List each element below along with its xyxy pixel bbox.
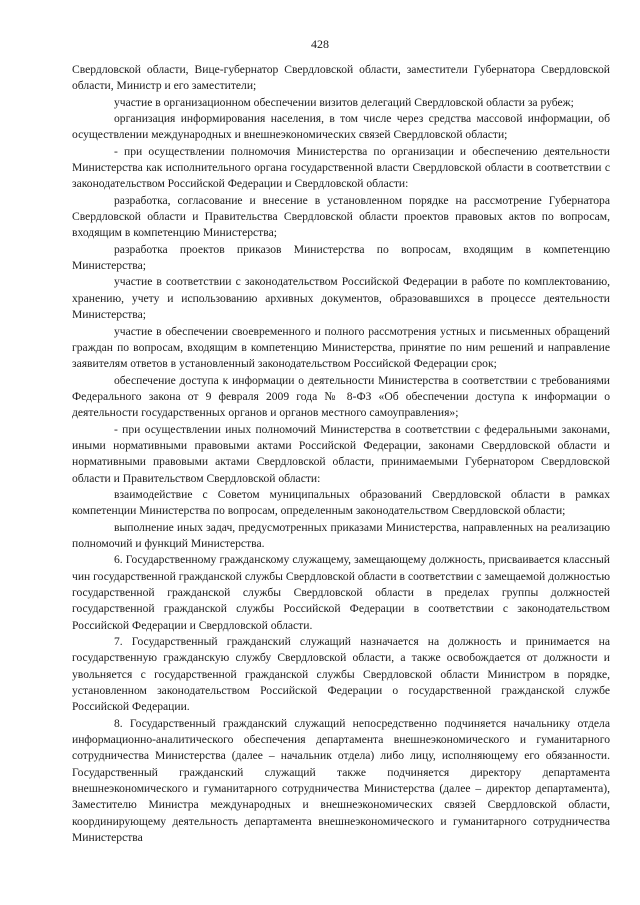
paragraph: взаимодействие с Советом муниципальных образований Свердловской области в рамках компетенции Министерства по вопросам, определенным законодательством Свердловской области; [72,487,610,518]
document-body [72,62,610,847]
paragraph: участие в соответствии с законодательством Российской Федерации в работе по комплектованию, хранению, учету и использованию архивных документов, образовавшихся в процессе деятельности Министерства; [72,275,610,322]
paragraph: - при осуществлении полномочия Министерства по организации и обеспечению деятельности Министерства как исполнительного органа государственной власти Свердловской области в соответствии с законодательством Российской Федерации и Свердловской области: [72,144,610,191]
paragraph: участие в организационном обеспечении визитов делегаций Свердловской области за рубеж; [114,95,574,109]
paragraph-item-8: 8. Государственный гражданский служащий непосредственно подчиняется начальнику отдела информационно-аналитического обеспечения департамента внешнеэкономического и гуманитарного сотрудничества Министерства (далее – начальник отдела) либо лицу, исполняющему его обязанности. Государственный гражданский служащий также подчиняется директору департамента внешнеэкономического и гуманитарного сотрудничества Министерства (далее – директор департамента), Заместителю Министра международных и внешнеэкономических связей Свердловской области, координирующему деятельность департамента внешнеэкономического и гуманитарного сотрудничества Министерства [72,716,610,845]
paragraph: обеспечение доступа к информации о деятельности Министерства в соответствии с требованиями Федерального закона от 9 февраля 2009 года № 8-ФЗ «Об обеспечении доступа к информации о деятельности государственных органов и органов местного самоуправления»; [72,373,610,420]
paragraph-continuation: Свердловской области, Вице-губернатор Свердловской области, заместители Губернатора Свердловской области, Министр и его заместители; [72,63,610,93]
paragraph-item-6: 6. Государственному гражданскому служащему, замещающему должность, присваивается классный чин государственной гражданской службы Свердловской области в соответствии с замещаемой должностью государственной гражданской службы Свердловской области в пределах группы должностей государственной гражданской службы Российской Федерации в соответствии с законодательством Российской Федерации и Свердловской области. [72,553,610,632]
paragraph: - при осуществлении иных полномочий Министерства в соответствии с федеральными законами, иными нормативными правовыми актами Российской Федерации, законами Свердловской области и нормативными правовыми актами Свердловской области, принимаемыми Губернатором Свердловской области и Правительством Свердловской области: [72,422,610,485]
paragraph: разработка проектов приказов Министерства по вопросам, входящим в компетенцию Министерства; [72,242,610,273]
paragraph: организация информирования населения, в том числе через средства массовой информации, об осуществлении международных и внешнеэкономических связей Свердловской области; [72,112,610,142]
page-number: 428 [311,37,329,51]
paragraph: участие в обеспечении своевременного и полного рассмотрения устных и письменных обращений граждан по вопросам, входящим в компетенцию Министерства, принятие по ним решений и направление заявителям ответов в установленный законодательством Российской Федерации срок; [72,324,610,371]
paragraph: выполнение иных задач, предусмотренных приказами Министерства, направленных на реализацию полномочий и функций Министерства. [72,520,610,550]
paragraph-item-7: 7. Государственный гражданский служащий назначается на должность и принимается на государственную гражданскую службу Свердловской области, а также освобождается от должности и увольняется с государственной гражданской службы Свердловской области Министром в порядке, установленном законодательством Российской Федерации о государственной гражданской службе Российской Федерации. [72,635,610,714]
paragraph: разработка, согласование и внесение в установленном порядке на рассмотрение Губернатора Свердловской области и Правительства Свердловской области проектов правовых актов по вопросам, входящим в компетенцию Министерства; [72,193,610,240]
